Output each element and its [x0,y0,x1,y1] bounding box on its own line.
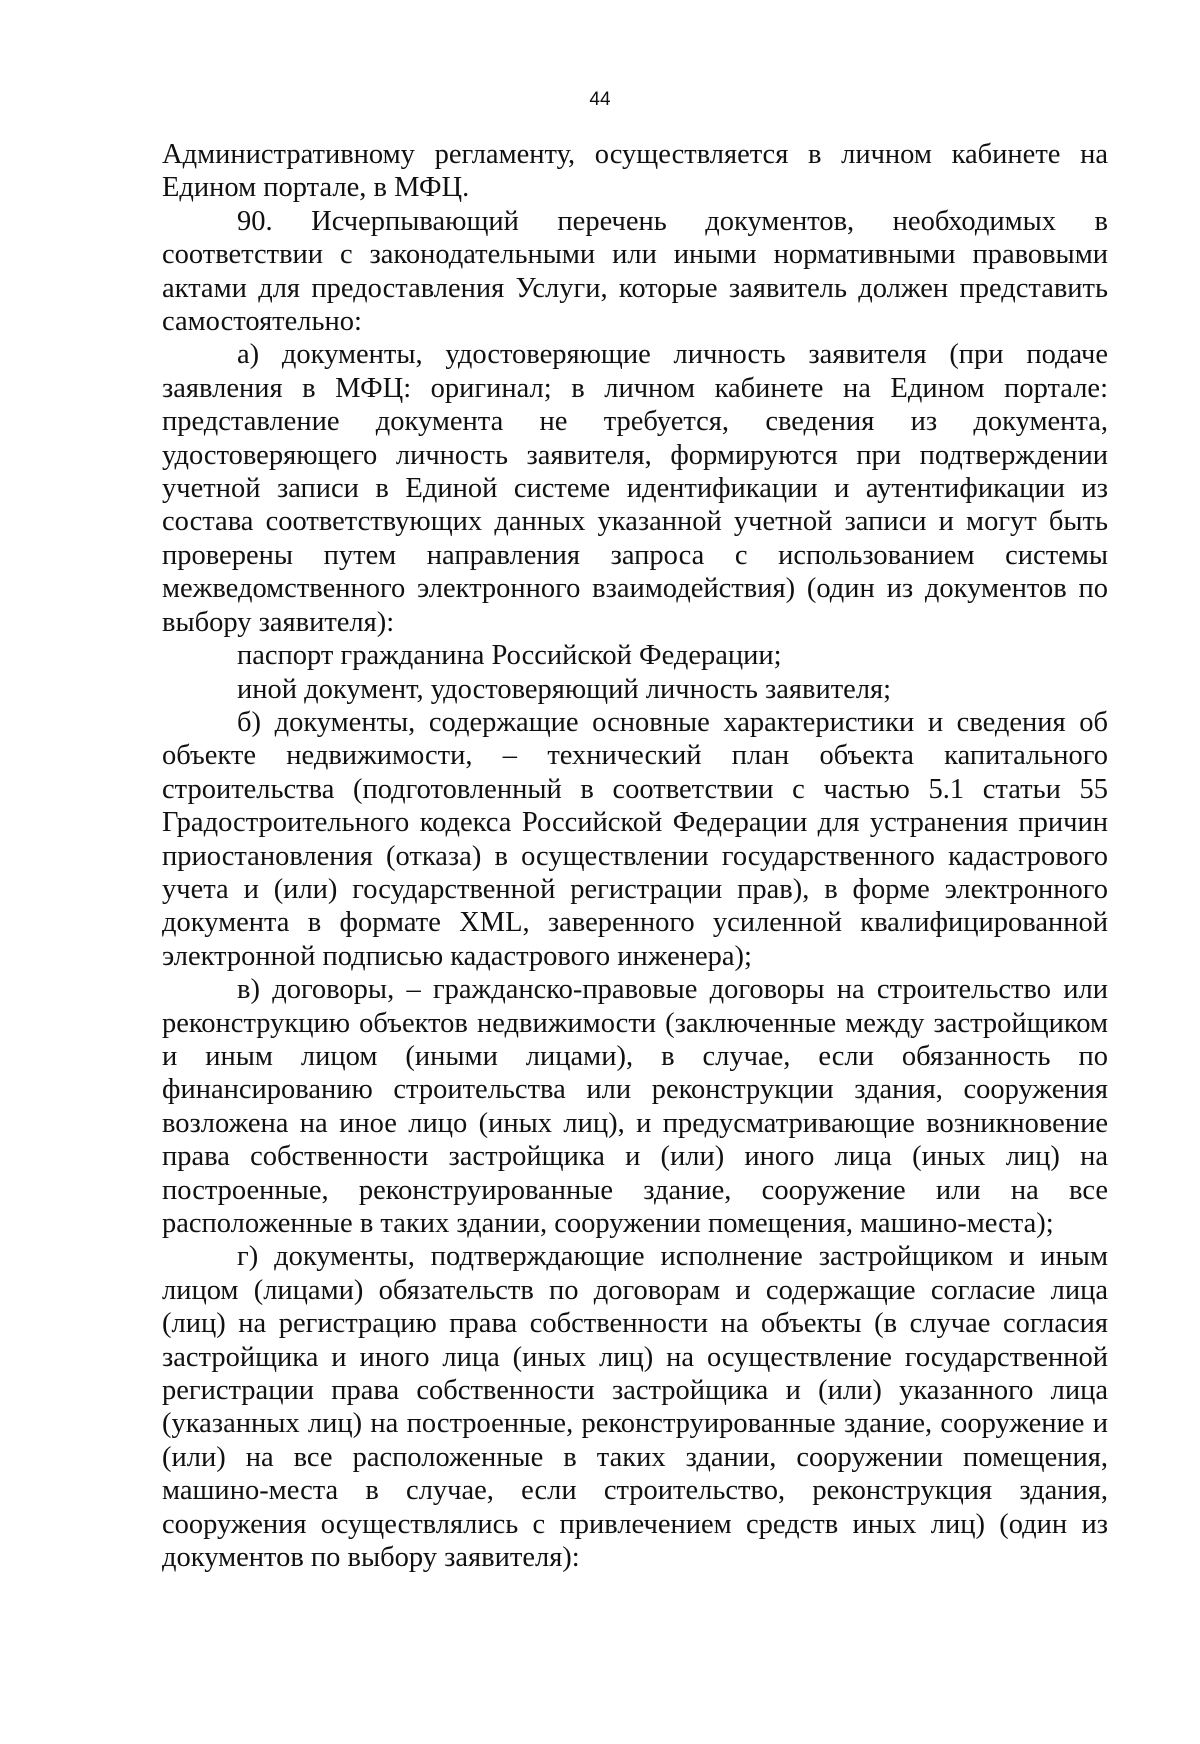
paragraph-passport: паспорт гражданина Российской Федерации; [237,640,782,672]
paragraph-other-id: иной документ, удостоверяющий личность заявителя; [237,673,892,705]
paragraph-subitem-g: г) документы, подтверждающие исполнение застройщиком и иным лицом (лицами) обязательств по договорам и содержащие согласие лица (лиц) на регистрацию права собственности на объекты (в случае согласия застройщика и иного лица (иных лиц) на осуществление государственной регистрации права собственности застройщика и (или) указанного лица (указанных лиц) на построенные, реконструированные здание, сооружение и (или) на все расположенные в таких здании, сооружении помещения, машино-места в случае, если строительство, реконструкция здания, сооружения осуществлялись с привлечением средств иных лиц) (один из документов по выбору заявителя): [162,1241,1108,1574]
paragraph-item-90: 90. Исчерпывающий перечень документов, необходимых в соответствии с законодательными или иными нормативными правовыми актами для предоставления Услуги, которые заявитель должен представить самостоятельно: [162,205,1108,338]
paragraph-subitem-v: в) договоры, – гражданско-правовые договоры на строительство или реконструкцию объектов недвижимости (заключенные между застройщиком и иным лицом (иными лицами), в случае, если обязанность по финансированию строительства или реконструкции здания, сооружения возложена на иное лицо (иных лиц), и предусматривающие возникновение права собственности застройщика и (или) иного лица (иных лиц) на построенные, реконструированные здание, сооружение или на все расположенные в таких здании, сооружении помещения, машино-места); [162,974,1108,1239]
page-number: 44 [589,89,611,110]
paragraph-subitem-a: а) документы, удостоверяющие личность заявителя (при подаче заявления в МФЦ: оригинал; в личном кабинете на Едином портале: представление документа не требуется, сведения из документа, удостоверяющего личность заявителя, формируются при подтверждении учетной записи в Единой системе идентификации и аутентификации из состава соответствующих данных указанной учетной записи и могут быть проверены путем направления запроса с использованием системы межведомственного электронного взаимодействия) (один из документов по выбору заявителя): [162,339,1108,638]
document-body [162,138,1108,1574]
paragraph-subitem-b: б) документы, содержащие основные характеристики и сведения об объекте недвижимости, – технический план объекта капитального строительства (подготовленный в соответствии с частью 5.1 статьи 55 Градостроительного кодекса Российской Федерации для устранения причин приостановления (отказа) в осуществлении государственного кадастрового учета и (или) государственной регистрации прав), в форме электронного документа в формате XML, заверенного усиленной квалифицированной электронной подписью кадастрового инженера); [162,706,1108,972]
paragraph-continuation: Административному регламенту, осуществляется в личном кабинете на Едином портале, в МФЦ. [162,139,1108,204]
